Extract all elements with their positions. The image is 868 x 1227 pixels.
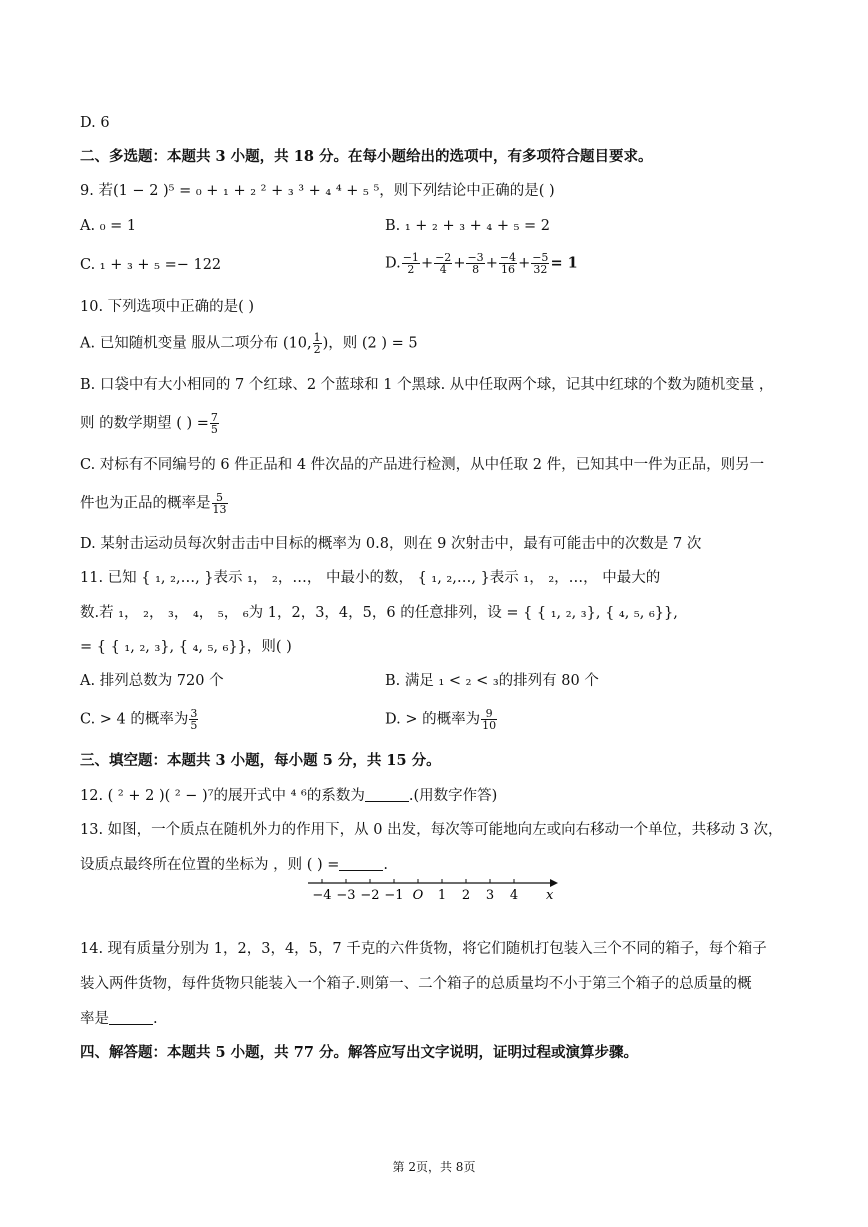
number-line-tick-label: 3 (485, 888, 495, 903)
q10c-frac: $\frac{5}{13}$ (212, 491, 227, 516)
q10-option-d: D. 某射击运动员每次射击击中目标的概率为 0.8，则在 9 次射击中，最有可能击中的次数是 7 次 (80, 536, 702, 552)
q10-stem: 10. 下列选项中正确的是( ) (80, 299, 255, 315)
number-line-tick-label: 1 (437, 888, 447, 903)
q11-option-d: D. > 的概率为 $\frac{9}{10}$ (385, 707, 497, 732)
q9d-frac-4: $\frac{-4}{16}$ (499, 251, 517, 276)
number-line-tick-label: −4 (312, 888, 332, 903)
q9d-frac-5: $\frac{-5}{32}$ (532, 251, 549, 276)
q11-line1: 11. 已知 { ₁, ₂,…, }表示 ₁， ₂，…， 中最小的数， { ₁, ₂,…, }表示 ₁， ₂，…， 中最大的 (80, 570, 661, 586)
q10a-frac: $\frac{1}{2}$ (313, 331, 321, 356)
section-3-heading: 三、填空题：本题共 3 小题，每小题 5 分，共 15 分。 (80, 752, 441, 769)
q9d-frac-2: $\frac{-2}{4}$ (435, 251, 452, 276)
q14-line3: 率是 . (80, 1011, 158, 1027)
number-line-tick-label: −3 (336, 888, 356, 903)
q9-option-d: D. $\frac{-1}{2}$ + $\frac{-2}{4}$ + $\frac{-3}{8}$ + $\frac{-4}{16}$ + $\frac{-5}{32}$ = 1 (385, 251, 578, 276)
q9-option-a: A. ₀ = 1 (80, 218, 137, 234)
page-footer: 第 2页，共 8页 (392, 1160, 476, 1174)
q10-option-c-line1: C. 对标有不同编号的 6 件正品和 4 件次品的产品进行检测，从中任取 2 件，已知其中一件为正品，则另一 (80, 457, 765, 473)
q11d-frac: $\frac{9}{10}$ (482, 707, 497, 732)
number-line-tick-label: −1 (384, 888, 404, 903)
q14-line1: 14. 现有质量分别为 1，2，3，4，5，7 千克的六件货物，将它们随机打包装入三个不同的箱子，每个箱子 (80, 941, 767, 957)
number-line-figure (300, 874, 570, 908)
number-line-axis-label: x (546, 888, 554, 903)
q11c-frac: $\frac{3}{5}$ (190, 707, 198, 732)
q12: 12. ( ² + 2 )( ² − )⁷的展开式中 ⁴ ⁶的系数为 .(用数字作答) (80, 788, 498, 804)
q12-answer-blank[interactable] (365, 787, 409, 802)
q11-line2: 数.若 ₁， ₂， ₃， ₄， ₅， ₆为 1，2，3，4，5，6 的任意排列，设 = { { ₁, ₂, ₃}, { ₄, ₅, ₆}}, (80, 605, 678, 621)
section-2-heading: 二、多选题：本题共 3 小题，共 18 分。在每小题给出的选项中，有多项符合题目要求。 (80, 148, 653, 165)
number-line-tick-label: O (412, 888, 424, 903)
section-4-heading: 四、解答题：本题共 5 小题，共 77 分。解答应写出文字说明，证明过程或演算步骤。 (80, 1044, 638, 1061)
q10-option-b-line2: 则 的数学期望 ( ) = $\frac{7}{5}$ (80, 411, 218, 436)
number-line-tick-label: −2 (360, 888, 380, 903)
q10-option-c-line2: 件也为正品的概率是 $\frac{5}{13}$ (80, 491, 227, 516)
q11-line3: = { { ₁, ₂, ₃}, { ₄, ₅, ₆}}，则( ) (80, 639, 292, 655)
q10b-frac: $\frac{7}{5}$ (210, 411, 218, 436)
q13-line1: 13. 如图，一个质点在随机外力的作用下，从 0 出发，每次等可能地向左或向右移动一个单位，共移动 3 次， (80, 822, 783, 838)
number-line-tick-label: 2 (461, 888, 471, 903)
q14-answer-blank[interactable] (109, 1010, 153, 1025)
q9-option-c: C. ₁ + ₃ + ₅ =− 122 (80, 257, 222, 273)
q11-option-c: C. > 4 的概率为 $\frac{3}{5}$ (80, 707, 198, 732)
number-line-arrow (550, 879, 558, 887)
option-d-6: D. 6 (80, 115, 110, 131)
q11-option-b: B. 满足 ₁ < ₂ < ₃的排列有 80 个 (385, 673, 599, 689)
q14-line2: 装入两件货物，每件货物只能装入一个箱子.则第一、二个箱子的总质量均不小于第三个箱子的总质量的概 (80, 976, 752, 992)
q9d-frac-3: $\frac{-3}{8}$ (467, 251, 484, 276)
q9-option-b: B. ₁ + ₂ + ₃ + ₄ + ₅ = 2 (385, 218, 551, 234)
q9d-frac-1: $\frac{-1}{2}$ (402, 251, 419, 276)
q10-option-a: A. 已知随机变量 服从二项分布 (10, $\frac{1}{2}$ )，则 (2 ) = 5 (80, 331, 418, 356)
q11-option-a: A. 排列总数为 720 个 (80, 673, 224, 689)
q9-stem: 9. 若(1 − 2 )⁵ = ₀ + ₁ + ₂ ² + ₃ ³ + ₄ ⁴ + ₅ ⁵，则下列结论中正确的是( ) (80, 183, 555, 199)
number-line-tick-label: 4 (509, 888, 519, 903)
q13-answer-blank[interactable] (339, 856, 383, 871)
q10-option-b-line1: B. 口袋中有大小相同的 7 个红球、2 个蓝球和 1 个黑球. 从中任取两个球，记其中红球的个数为随机变量 ， (80, 377, 774, 393)
q13-line2: 设质点最终所在位置的坐标为 ，则 ( ) = . (80, 857, 389, 873)
